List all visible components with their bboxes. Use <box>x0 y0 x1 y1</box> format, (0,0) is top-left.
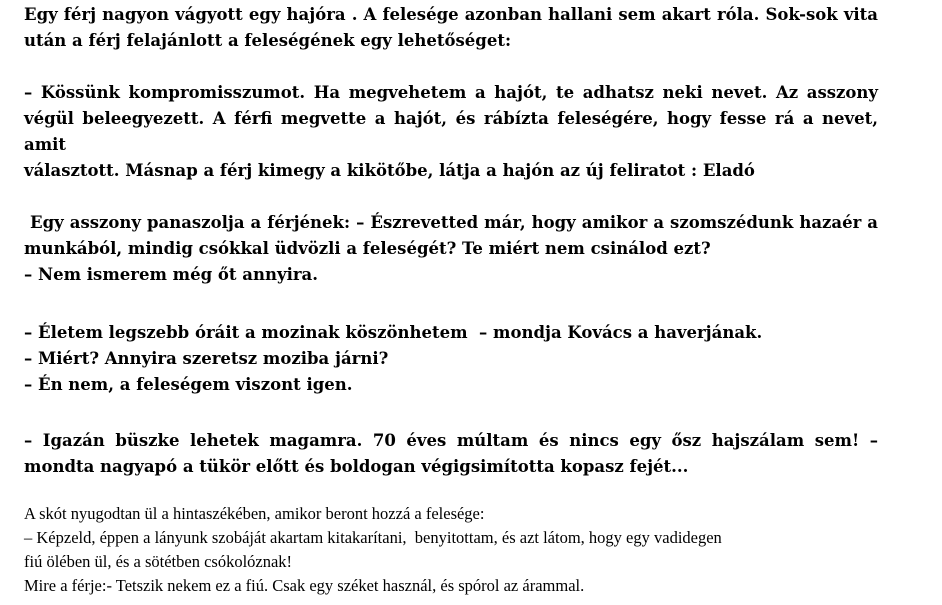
text-line: munkából, mindig csókkal üdvözli a feleségét? Te miért nem csinálod ezt? <box>24 239 711 258</box>
paragraph-gap <box>24 398 878 428</box>
joke-boat-intro <box>24 2 878 54</box>
text-line: végül beleegyezett. A férfi megvette a hajót, és rábízta feleségére, hogy fesse rá a nevet, amit <box>24 109 878 154</box>
text-line: – Én nem, a feleségem viszont igen. <box>24 375 353 394</box>
paragraph-gap <box>24 184 878 210</box>
document-page <box>24 0 878 598</box>
text-line: Egy férj nagyon vágyott egy hajóra . A felesége azonban hallani sem akart róla. Sok-sok vita <box>24 5 878 24</box>
bold-jokes-section <box>24 2 878 480</box>
paragraph-gap <box>24 288 878 320</box>
joke-boat-body <box>24 80 878 184</box>
joke-grandpa <box>24 428 878 480</box>
text-line: fiú ölében ül, és a sötétben csókolóznak! <box>24 552 293 571</box>
text-line: – Nem ismerem még őt annyira. <box>24 265 318 284</box>
joke-cinema <box>24 320 878 398</box>
text-line: – Életem legszebb óráit a mozinak köszönhetem – mondja Kovács a haverjának. <box>24 323 763 342</box>
paragraph-gap <box>24 54 878 80</box>
text-line: – Kössünk kompromisszumot. Ha megvehetem a hajót, te adhatsz neki nevet. Az asszony <box>24 83 878 102</box>
text-line: mondta nagyapó a tükör előtt és boldogan végigsimította kopasz fejét... <box>24 457 689 476</box>
text-line: után a férj felajánlott a feleségének egy lehetőséget: <box>24 31 512 50</box>
text-line: – Igazán büszke lehetek magamra. 70 éves múltam és nincs egy ősz hajszálam sem! – <box>24 431 878 450</box>
section-gap <box>24 480 878 502</box>
joke-scot <box>24 502 878 598</box>
text-line: Egy asszony panaszolja a férjének: – Észrevetted már, hogy amikor a szomszédunk hazaér a <box>24 213 878 232</box>
text-line: választott. Másnap a férj kimegy a kikötőbe, látja a hajón az új feliratot : Eladó <box>24 161 755 180</box>
text-line: – Képzeld, éppen a lányunk szobáját akartam kitakarítani, benyitottam, és azt látom, hogy egy vadidegen <box>24 528 722 547</box>
text-line: A skót nyugodtan ül a hintaszékében, amikor beront hozzá a felesége: <box>24 504 485 523</box>
joke-neighbor <box>24 210 878 288</box>
text-line: Mire a férje:- Tetszik nekem ez a fiú. Csak egy széket használ, és spórol az árammal. <box>24 576 585 595</box>
text-line: – Miért? Annyira szeretsz moziba járni? <box>24 349 389 368</box>
